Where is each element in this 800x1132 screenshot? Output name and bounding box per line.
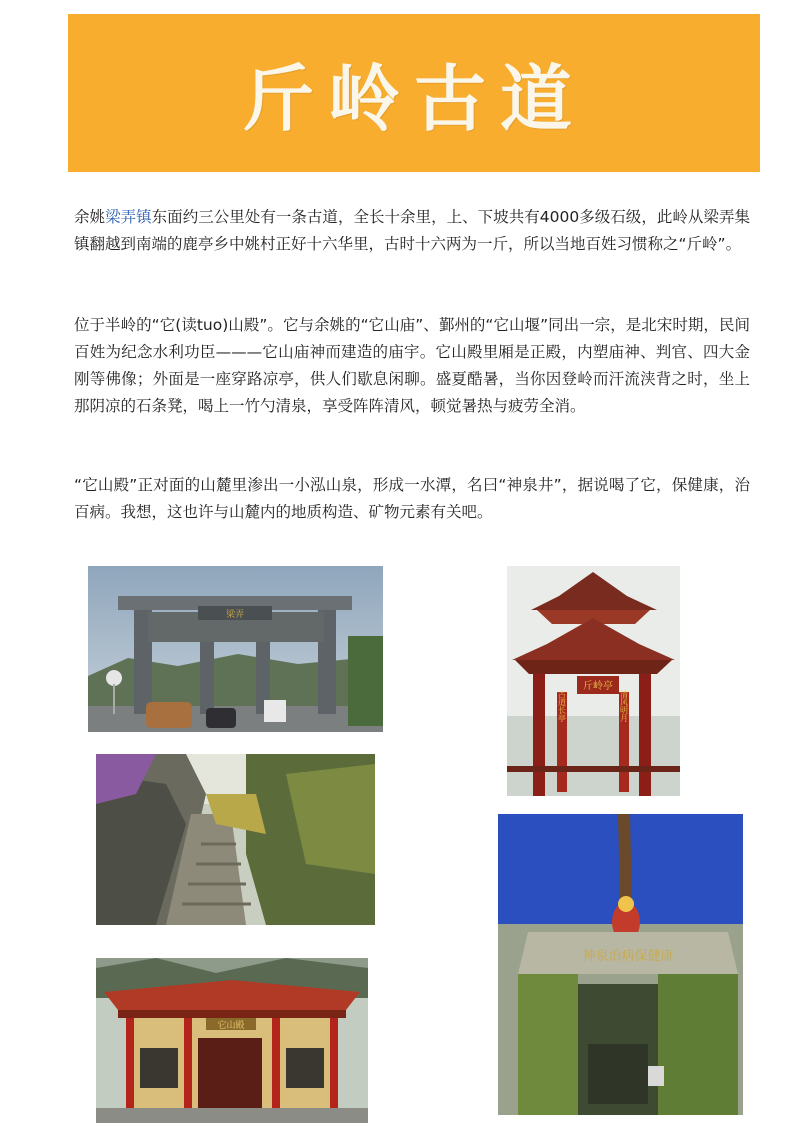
page-title: 斤岭古道 <box>241 56 586 141</box>
pavilion-photo <box>507 566 680 796</box>
town-link[interactable]: 梁弄镇 <box>105 208 152 226</box>
gate-plaque-text: 梁弄 <box>225 610 245 620</box>
intro-paragraph <box>74 204 750 258</box>
spring-well-photo <box>498 814 743 1115</box>
intro-text-rest: 东面约三公里处有一条古道，全长十余里，上、下坡共有4000多级石级，此岭从梁弄集镇翻越到南端的鹿亭乡中姚村正好十六华里，古时十六两为一斤，所以当地百姓习惯称之“斤岭”。 <box>74 208 750 253</box>
pavilion-couplet-left: 古道长亭 <box>557 690 567 722</box>
temple-paragraph: 位于半岭的“它(读tuo)山殿”。它与余姚的“它山庙”、鄞州的“它山堰”同出一宗，是北宋时期，民间百姓为纪念水利功臣———它山庙神而建造的庙宇。它山殿里厢是正殿，内塑庙神、判官、四大金刚等佛像；外面是一座穿路凉亭，供人们歇息闲聊。盛夏酷暑，当你因登岭而汗流浃背之时，坐上那阴凉的石条凳，喝上一竹勺清泉，享受阵阵清风，顿觉暑热与疲劳全消。 <box>74 316 750 415</box>
title-banner <box>68 14 760 172</box>
well-inscription-text: 神泉治病保健康 <box>582 949 674 964</box>
intro-text-start: 余姚 <box>74 208 106 226</box>
temple-plaque-text: 它山殿 <box>217 1021 245 1031</box>
pavilion-couplet-right: 清风明月 <box>619 690 629 722</box>
temple-hall-photo <box>96 958 368 1123</box>
pavilion-plaque-text: 斤岭亭 <box>583 681 613 692</box>
memorial-gate-photo <box>88 566 383 732</box>
spring-paragraph: “它山殿”正对面的山麓里渗出一小泓山泉，形成一水潭，名曰“神泉井”，据说喝了它，保健康，治百病。我想，这也许与山麓内的地质构造、矿物元素有关吧。 <box>74 476 750 521</box>
mountain-path-photo <box>96 754 375 925</box>
